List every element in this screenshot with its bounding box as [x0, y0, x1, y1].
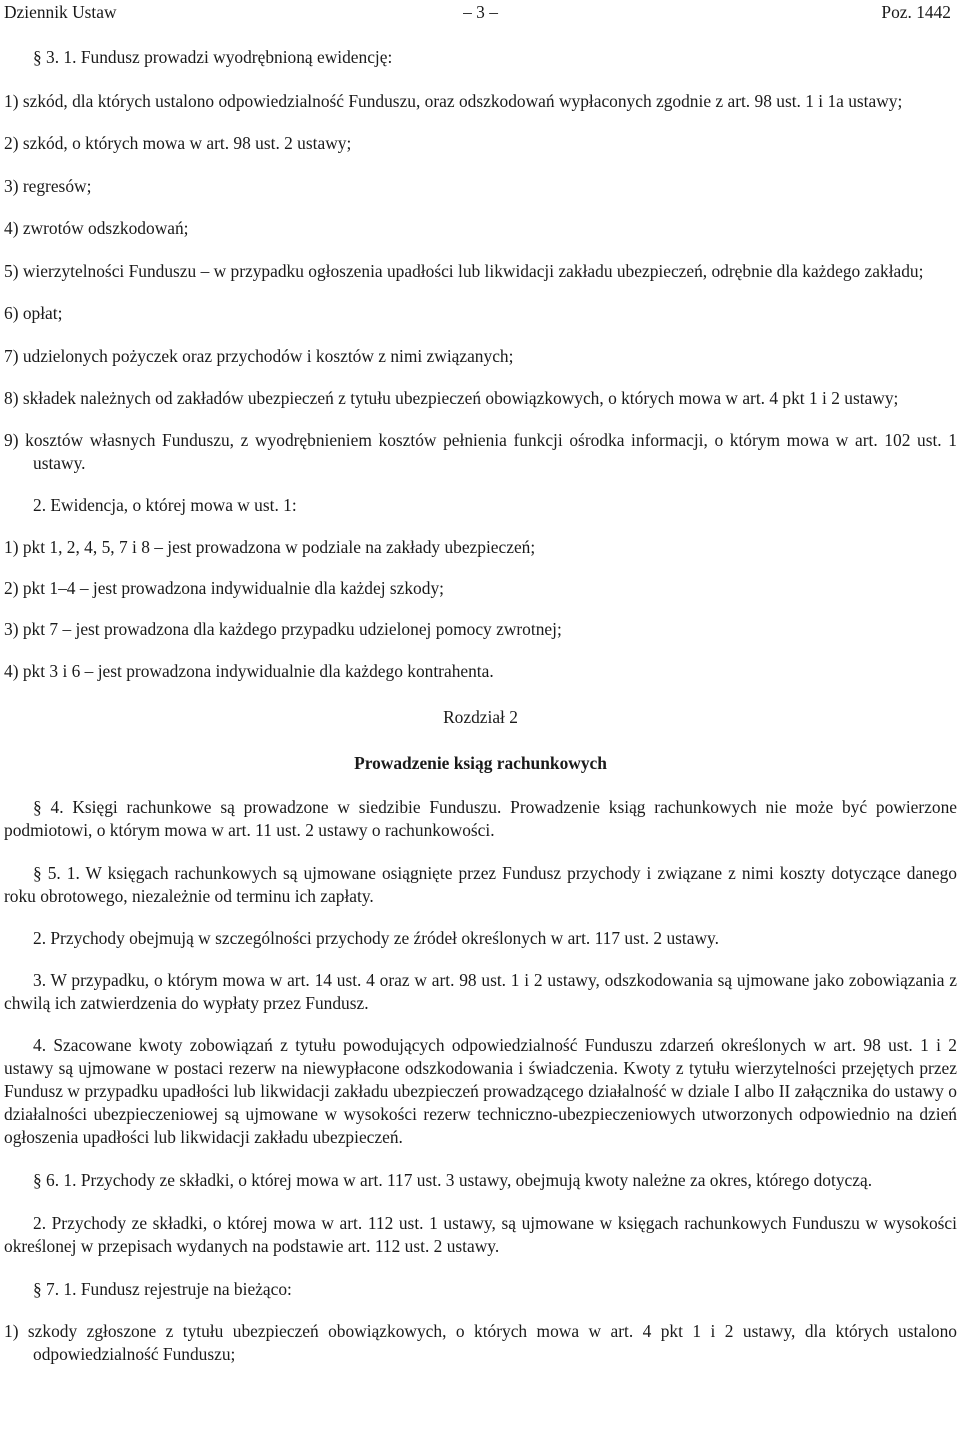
- par3-item-6: 6) opłat;: [4, 303, 63, 323]
- par3-intro: § 3. 1. Fundusz prowadzi wyodrębnioną ewidencję:: [33, 47, 393, 67]
- par6-sub1: § 6. 1. Przychody ze składki, o której mowa w art. 117 ust. 3 ustawy, obejmują kwoty należne za okres, którego dotyczą.: [33, 1170, 873, 1190]
- par3-item-5: 5) wierzytelności Funduszu – w przypadku ogłoszenia upadłości lub likwidacji zakładu ubezpieczeń, odrębnie dla każdego zakładu;: [4, 261, 924, 281]
- par3-item-4: 4) zwrotów odszkodowań;: [4, 218, 189, 238]
- par3-item-1: 1) szkód, dla których ustalono odpowiedzialność Funduszu, oraz odszkodowań wypłaconych zgodnie z art. 98 ust. 1 i 1a ustawy;: [4, 91, 903, 111]
- position-number: Poz. 1442: [881, 2, 951, 22]
- par5-sub1: § 5. 1. W księgach rachunkowych są ujmowane osiągnięte przez Fundusz przychody i związane z nimi koszty dotyczące danego roku obrotowego, niezależnie od terminu ich zapłaty.: [4, 863, 957, 906]
- par3-item-9: 9) kosztów własnych Funduszu, z wyodrębnieniem kosztów pełnienia funkcji ośrodka informacji, o którym mowa w art. 102 ust. 1 ustawy.: [4, 430, 957, 473]
- par3-item-3: 3) regresów;: [4, 176, 92, 196]
- par3-sub2-item-1: 1) pkt 1, 2, 4, 5, 7 i 8 – jest prowadzona w podziale na zakłady ubezpieczeń;: [4, 537, 536, 557]
- par5-sub4: 4. Szacowane kwoty zobowiązań z tytułu powodujących odpowiedzialność Funduszu zdarzeń określonych w art. 98 ust. 1 i 2 ustawy są ujmowane w postaci rezerw na niewypłacone odszkodowania i świadczenia. Kwoty z tytułu wierzytelności przejętych przez Fundusz w przypadku upadłości lub likwidacji zakładu ubezpieczeń prowadzącego działalność w dziale I albo II załącznika do ustawy o działalności ubezpieczeniowej są ujmowane w wysokości rezerw techniczno-ubezpieczeniowych utworzonych odpowiednio na dzień ogłoszenia upadłości lub likwidacji zakładu ubezpieczeń.: [4, 1035, 957, 1147]
- par5-sub3: 3. W przypadku, o którym mowa w art. 14 ust. 4 oraz w art. 98 ust. 1 i 2 ustawy, odszkodowania są ujmowane jako zobowiązania z chwilą ich zatwierdzenia do wypłaty przez Fundusz.: [4, 970, 957, 1013]
- par7-item-1: 1) szkody zgłoszone z tytułu ubezpieczeń obowiązkowych, o których mowa w art. 4 pkt 1 i 2 ustawy, dla których ustalono odpowiedzialność Funduszu;: [4, 1321, 957, 1364]
- par3-item-7: 7) udzielonych pożyczek oraz przychodów i kosztów z nimi związanych;: [4, 346, 514, 366]
- chapter-number: Rozdział 2: [443, 707, 518, 727]
- page-number: – 3 –: [463, 2, 498, 22]
- par5-sub2: 2. Przychody obejmują w szczególności przychody ze źródeł określonych w art. 117 ust. 2 ustawy.: [33, 928, 719, 948]
- chapter-title: Prowadzenie ksiąg rachunkowych: [354, 753, 607, 773]
- page-header: [4, 1, 957, 24]
- par3-item-8: 8) składek należnych od zakładów ubezpieczeń z tytułu ubezpieczeń obowiązkowych, o których mowa w art. 4 pkt 1 i 2 ustawy;: [4, 388, 899, 408]
- par6-sub2: 2. Przychody ze składki, o której mowa w art. 112 ust. 1 ustawy, są ujmowane w księgach rachunkowych Funduszu w wysokości określonej w przepisach wydanych na podstawie art. 112 ust. 2 ustawy.: [4, 1213, 957, 1256]
- par7-intro: § 7. 1. Fundusz rejestruje na bieżąco:: [33, 1279, 292, 1299]
- par3-sub2-intro: 2. Ewidencja, o której mowa w ust. 1:: [33, 495, 297, 515]
- par3-item-2: 2) szkód, o których mowa w art. 98 ust. 2 ustawy;: [4, 133, 352, 153]
- document-page: [0, 1, 960, 1430]
- par3-sub2-item-2: 2) pkt 1–4 – jest prowadzona indywidualnie dla każdej szkody;: [4, 578, 444, 598]
- par4-text: § 4. Księgi rachunkowe są prowadzone w siedzibie Funduszu. Prowadzenie ksiąg rachunkowych nie może być powierzone podmiotowi, o którym mowa w art. 11 ust. 2 ustawy o rachunkowości.: [4, 797, 957, 840]
- par3-sub2-item-4: 4) pkt 3 i 6 – jest prowadzona indywidualnie dla każdego kontrahenta.: [4, 661, 494, 681]
- par3-sub2-item-3: 3) pkt 7 – jest prowadzona dla każdego przypadku udzielonej pomocy zwrotnej;: [4, 619, 562, 639]
- journal-name: Dziennik Ustaw: [4, 2, 117, 22]
